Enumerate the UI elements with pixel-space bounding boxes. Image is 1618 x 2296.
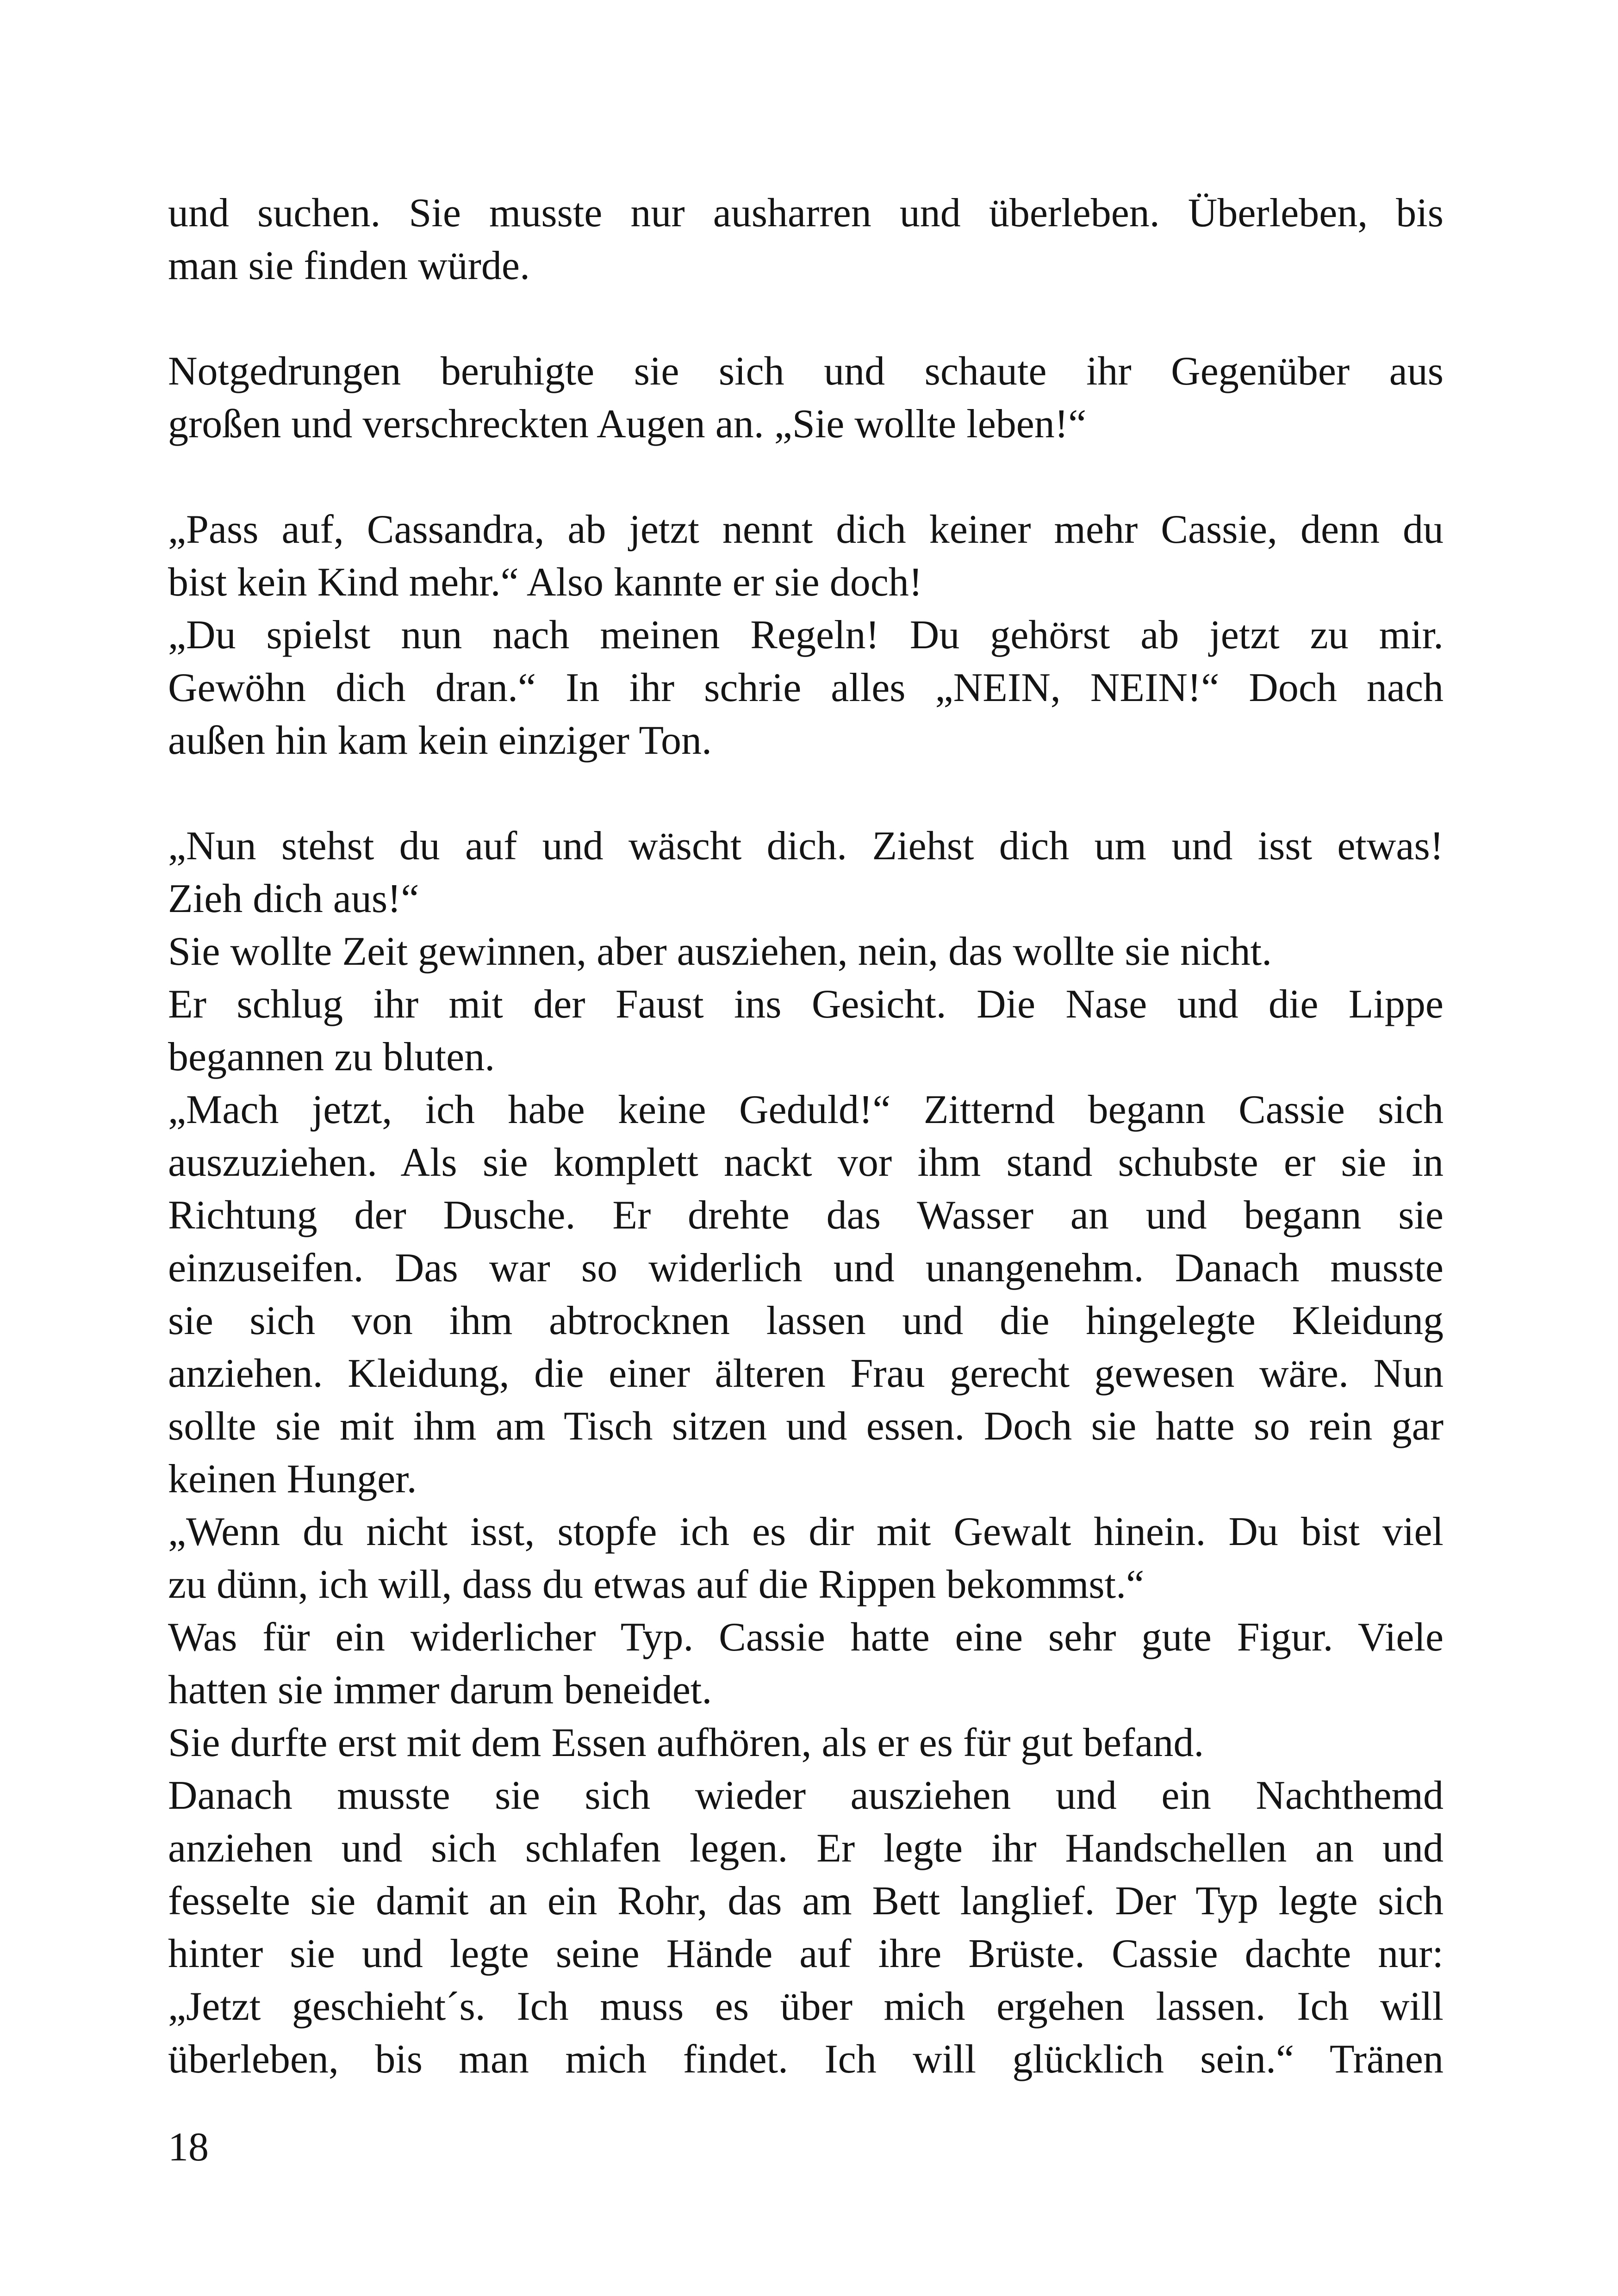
text-line: anziehen. Kleidung, die einer älteren Frau gerecht gewesen wäre. Nun bbox=[168, 1351, 1444, 1396]
text-line: „Pass auf, Cassandra, ab jetzt nennt dich keiner mehr Cassie, denn du bbox=[168, 507, 1444, 552]
text-line: Sie durfte erst mit dem Essen aufhören, als er es für gut befand. bbox=[168, 1720, 1204, 1765]
text-line: Notgedrungen beruhigte sie sich und schaute ihr Gegenüber aus bbox=[168, 349, 1444, 394]
text-line: Er schlug ihr mit der Faust ins Gesicht. Die Nase und die Lippe bbox=[168, 982, 1444, 1027]
text-line: zu dünn, ich will, dass du etwas auf die Rippen bekommst.“ bbox=[168, 1562, 1145, 1607]
text-line: „Mach jetzt, ich habe keine Geduld!“ Zitternd begann Cassie sich bbox=[168, 1087, 1444, 1132]
text-line: großen und verschreckten Augen an. „Sie wollte leben!“ bbox=[168, 402, 1087, 447]
text-line: sollte sie mit ihm am Tisch sitzen und essen. Doch sie hatte so rein gar bbox=[168, 1404, 1444, 1449]
text-line: und suchen. Sie musste nur ausharren und überleben. Überleben, bis bbox=[168, 191, 1444, 236]
page-number: 18 bbox=[168, 2125, 209, 2170]
text-line: anziehen und sich schlafen legen. Er legte ihr Handschellen an und bbox=[168, 1826, 1444, 1871]
text-line: Sie wollte Zeit gewinnen, aber ausziehen, nein, das wollte sie nicht. bbox=[168, 929, 1272, 974]
text-line: „Wenn du nicht isst, stopfe ich es dir mit Gewalt hinein. Du bist viel bbox=[168, 1509, 1444, 1554]
text-line: auszuziehen. Als sie komplett nackt vor ihm stand schubste er sie in bbox=[168, 1140, 1444, 1185]
text-line: Richtung der Dusche. Er drehte das Wasser an und begann sie bbox=[168, 1193, 1444, 1238]
text-line: bist kein Kind mehr.“ Also kannte er sie doch! bbox=[168, 560, 923, 605]
text-line: Gewöhn dich dran.“ In ihr schrie alles „NEIN, NEIN!“ Doch nach bbox=[168, 665, 1444, 710]
text-line: hinter sie und legte seine Hände auf ihre Brüste. Cassie dachte nur: bbox=[168, 1931, 1444, 1976]
paragraph-gap bbox=[168, 767, 1444, 820]
paragraph bbox=[168, 345, 1444, 451]
text-line: Zieh dich aus!“ bbox=[168, 876, 419, 921]
text-line: fesselte sie damit an ein Rohr, das am Bett langlief. Der Typ legte sich bbox=[168, 1879, 1444, 1924]
text-line: Danach musste sie sich wieder ausziehen und ein Nachthemd bbox=[168, 1773, 1444, 1818]
paragraph bbox=[168, 503, 1444, 767]
paragraph-gap bbox=[168, 451, 1444, 503]
paragraph-gap bbox=[168, 292, 1444, 345]
text-line: „Jetzt geschieht´s. Ich muss es über mich ergehen lassen. Ich will bbox=[168, 1984, 1444, 2029]
page-body bbox=[168, 187, 1444, 2086]
text-line: „Nun stehst du auf und wäscht dich. Ziehst dich um und isst etwas! bbox=[168, 824, 1444, 869]
paragraph bbox=[168, 820, 1444, 2086]
text-line: man sie finden würde. bbox=[168, 243, 530, 288]
text-line: außen hin kam kein einziger Ton. bbox=[168, 718, 712, 763]
text-line: keinen Hunger. bbox=[168, 1457, 417, 1502]
text-line: Was für ein widerlicher Typ. Cassie hatte eine sehr gute Figur. Viele bbox=[168, 1615, 1444, 1660]
paragraph bbox=[168, 187, 1444, 292]
text-line: hatten sie immer darum beneidet. bbox=[168, 1668, 712, 1713]
text-line: einzuseifen. Das war so widerlich und unangenehm. Danach musste bbox=[168, 1246, 1444, 1291]
text-line: „Du spielst nun nach meinen Regeln! Du gehörst ab jetzt zu mir. bbox=[168, 613, 1444, 658]
text-line: sie sich von ihm abtrocknen lassen und die hingelegte Kleidung bbox=[168, 1298, 1444, 1343]
text-line: überleben, bis man mich findet. Ich will glücklich sein.“ Tränen bbox=[168, 2037, 1444, 2082]
text-line: begannen zu bluten. bbox=[168, 1035, 495, 1080]
